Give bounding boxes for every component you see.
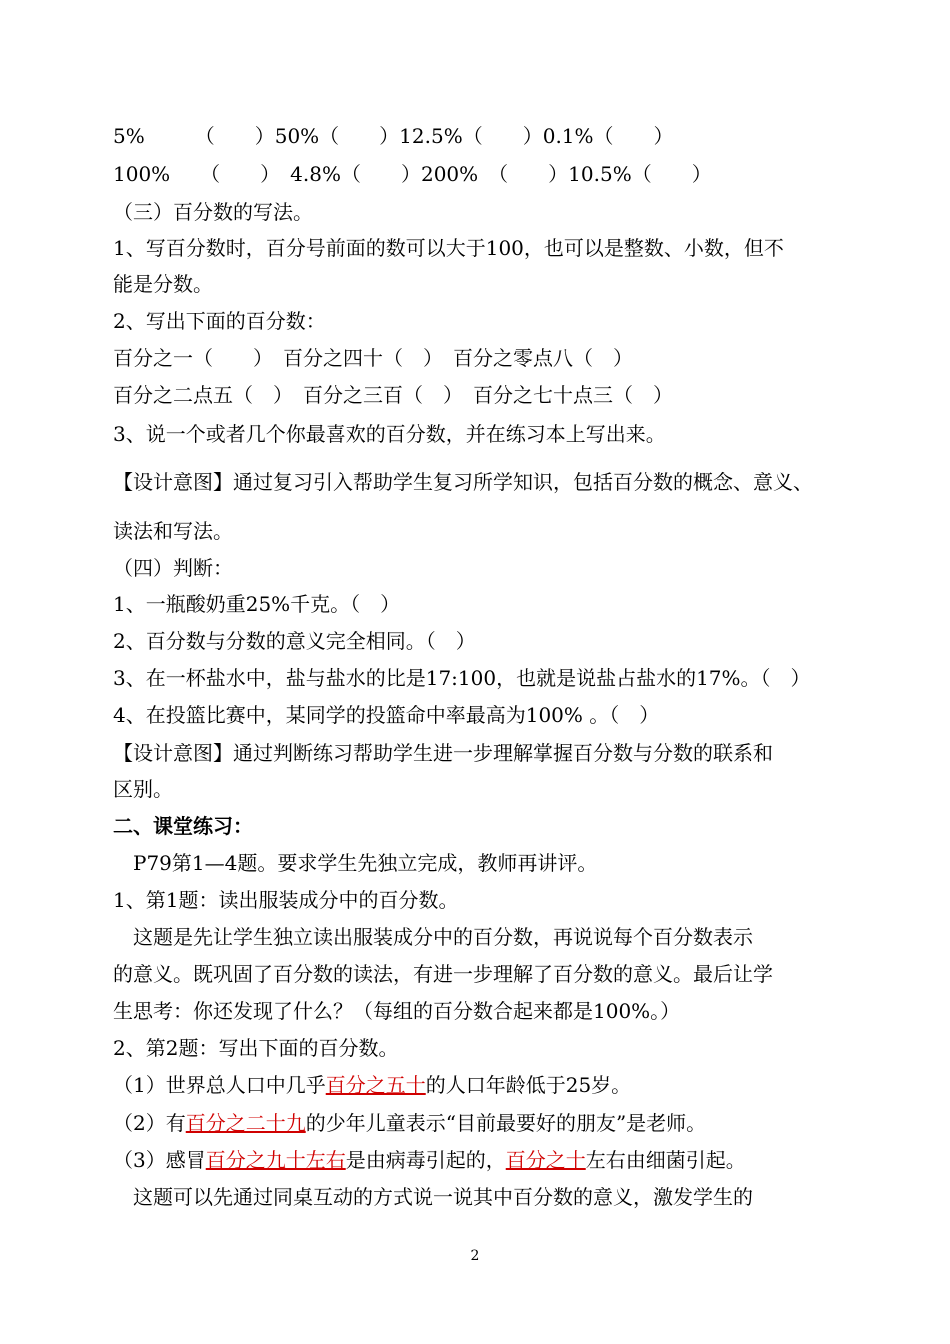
line-judge-3: 3、在一杯盐水中，盐与盐水的比是17:100，也就是说盐占盐水的17%。（ ） bbox=[113, 666, 811, 690]
q2-prefix: （2）有 bbox=[113, 1111, 186, 1135]
line-exercise-2-q3 bbox=[113, 1146, 746, 1174]
line-write-items-1: 百分之一（ ） 百分之四十（ ） 百分之零点八（ ） bbox=[113, 346, 633, 370]
q1-suffix: 的人口年龄低于25岁。 bbox=[425, 1073, 632, 1097]
line-write-items-2: 百分之二点五（ ） 百分之三百（ ） 百分之七十点三（ ） bbox=[113, 383, 673, 407]
line-design-intent-1: 【设计意图】通过复习引入帮助学生复习所学知识，包括百分数的概念、意义、 bbox=[113, 470, 813, 494]
q1-answer: 百分之五十 bbox=[325, 1073, 426, 1097]
line-exercise-1-explain-1: 这题是先让学生独立读出服装成分中的百分数，再说说每个百分数表示 bbox=[113, 925, 753, 949]
page-number: 2 bbox=[470, 1248, 480, 1264]
section-heading-classroom-practice: 二、课堂练习： bbox=[113, 814, 253, 838]
q2-suffix: 的少年儿童表示“目前最要好的朋友”是老师。 bbox=[305, 1111, 707, 1135]
q1-prefix: （1）世界总人口中几乎 bbox=[113, 1073, 326, 1097]
line-exercise-2-q2 bbox=[113, 1109, 706, 1137]
line-exercise-1-explain-2: 的意义。既巩固了百分数的读法，有进一步理解了百分数的意义。最后让学 bbox=[113, 962, 773, 986]
line-percent-row-1: 5% （ ）50%（ ）12.5%（ ）0.1%（ ） bbox=[113, 124, 674, 148]
line-favorite-percent: 3、说一个或者几个你最喜欢的百分数，并在练习本上写出来。 bbox=[113, 422, 666, 446]
q3-suffix: 左右由细菌引起。 bbox=[585, 1148, 746, 1172]
line-p79: P79第1—4题。要求学生先独立完成，教师再讲评。 bbox=[113, 851, 598, 875]
line-judge-4: 4、在投篮比赛中，某同学的投篮命中率最高为100% 。（ ） bbox=[113, 703, 660, 727]
line-exercise-2-explain: 这题可以先通过同桌互动的方式说一说其中百分数的意义，激发学生的 bbox=[113, 1185, 753, 1209]
section-heading-writing: （三）百分数的写法。 bbox=[113, 200, 313, 224]
line-judge-2: 2、百分数与分数的意义完全相同。（ ） bbox=[113, 629, 476, 653]
q3-middle: 是由病毒引起的， bbox=[345, 1148, 506, 1172]
line-design-intent-2: 【设计意图】通过判断练习帮助学生进一步理解掌握百分数与分数的联系和 bbox=[113, 741, 773, 765]
q3-prefix: （3）感冒 bbox=[113, 1148, 206, 1172]
line-writing-rule-2: 能是分数。 bbox=[113, 272, 213, 296]
line-exercise-1-explain-3: 生思考：你还发现了什么？（每组的百分数合起来都是100%。） bbox=[113, 999, 681, 1023]
q2-answer: 百分之二十九 bbox=[185, 1111, 306, 1135]
line-exercise-2: 2、第2题：写出下面的百分数。 bbox=[113, 1036, 399, 1060]
line-write-instruction: 2、写出下面的百分数： bbox=[113, 309, 326, 333]
line-design-intent-1-cont: 读法和写法。 bbox=[113, 519, 233, 543]
line-exercise-1: 1、第1题：读出服装成分中的百分数。 bbox=[113, 888, 459, 912]
q3-answer-2: 百分之十 bbox=[505, 1148, 586, 1172]
section-heading-judge: （四）判断： bbox=[113, 556, 233, 580]
line-percent-row-2: 100% （ ） 4.8%（ ）200% （ ）10.5%（ ） bbox=[113, 162, 712, 186]
line-writing-rule-1: 1、写百分数时，百分号前面的数可以大于100，也可以是整数、小数，但不 bbox=[113, 236, 784, 260]
line-design-intent-2-cont: 区别。 bbox=[113, 777, 173, 801]
q3-answer-1: 百分之九十左右 bbox=[205, 1148, 346, 1172]
line-judge-1: 1、一瓶酸奶重25%千克。（ ） bbox=[113, 592, 401, 616]
line-exercise-2-q1 bbox=[113, 1071, 631, 1099]
